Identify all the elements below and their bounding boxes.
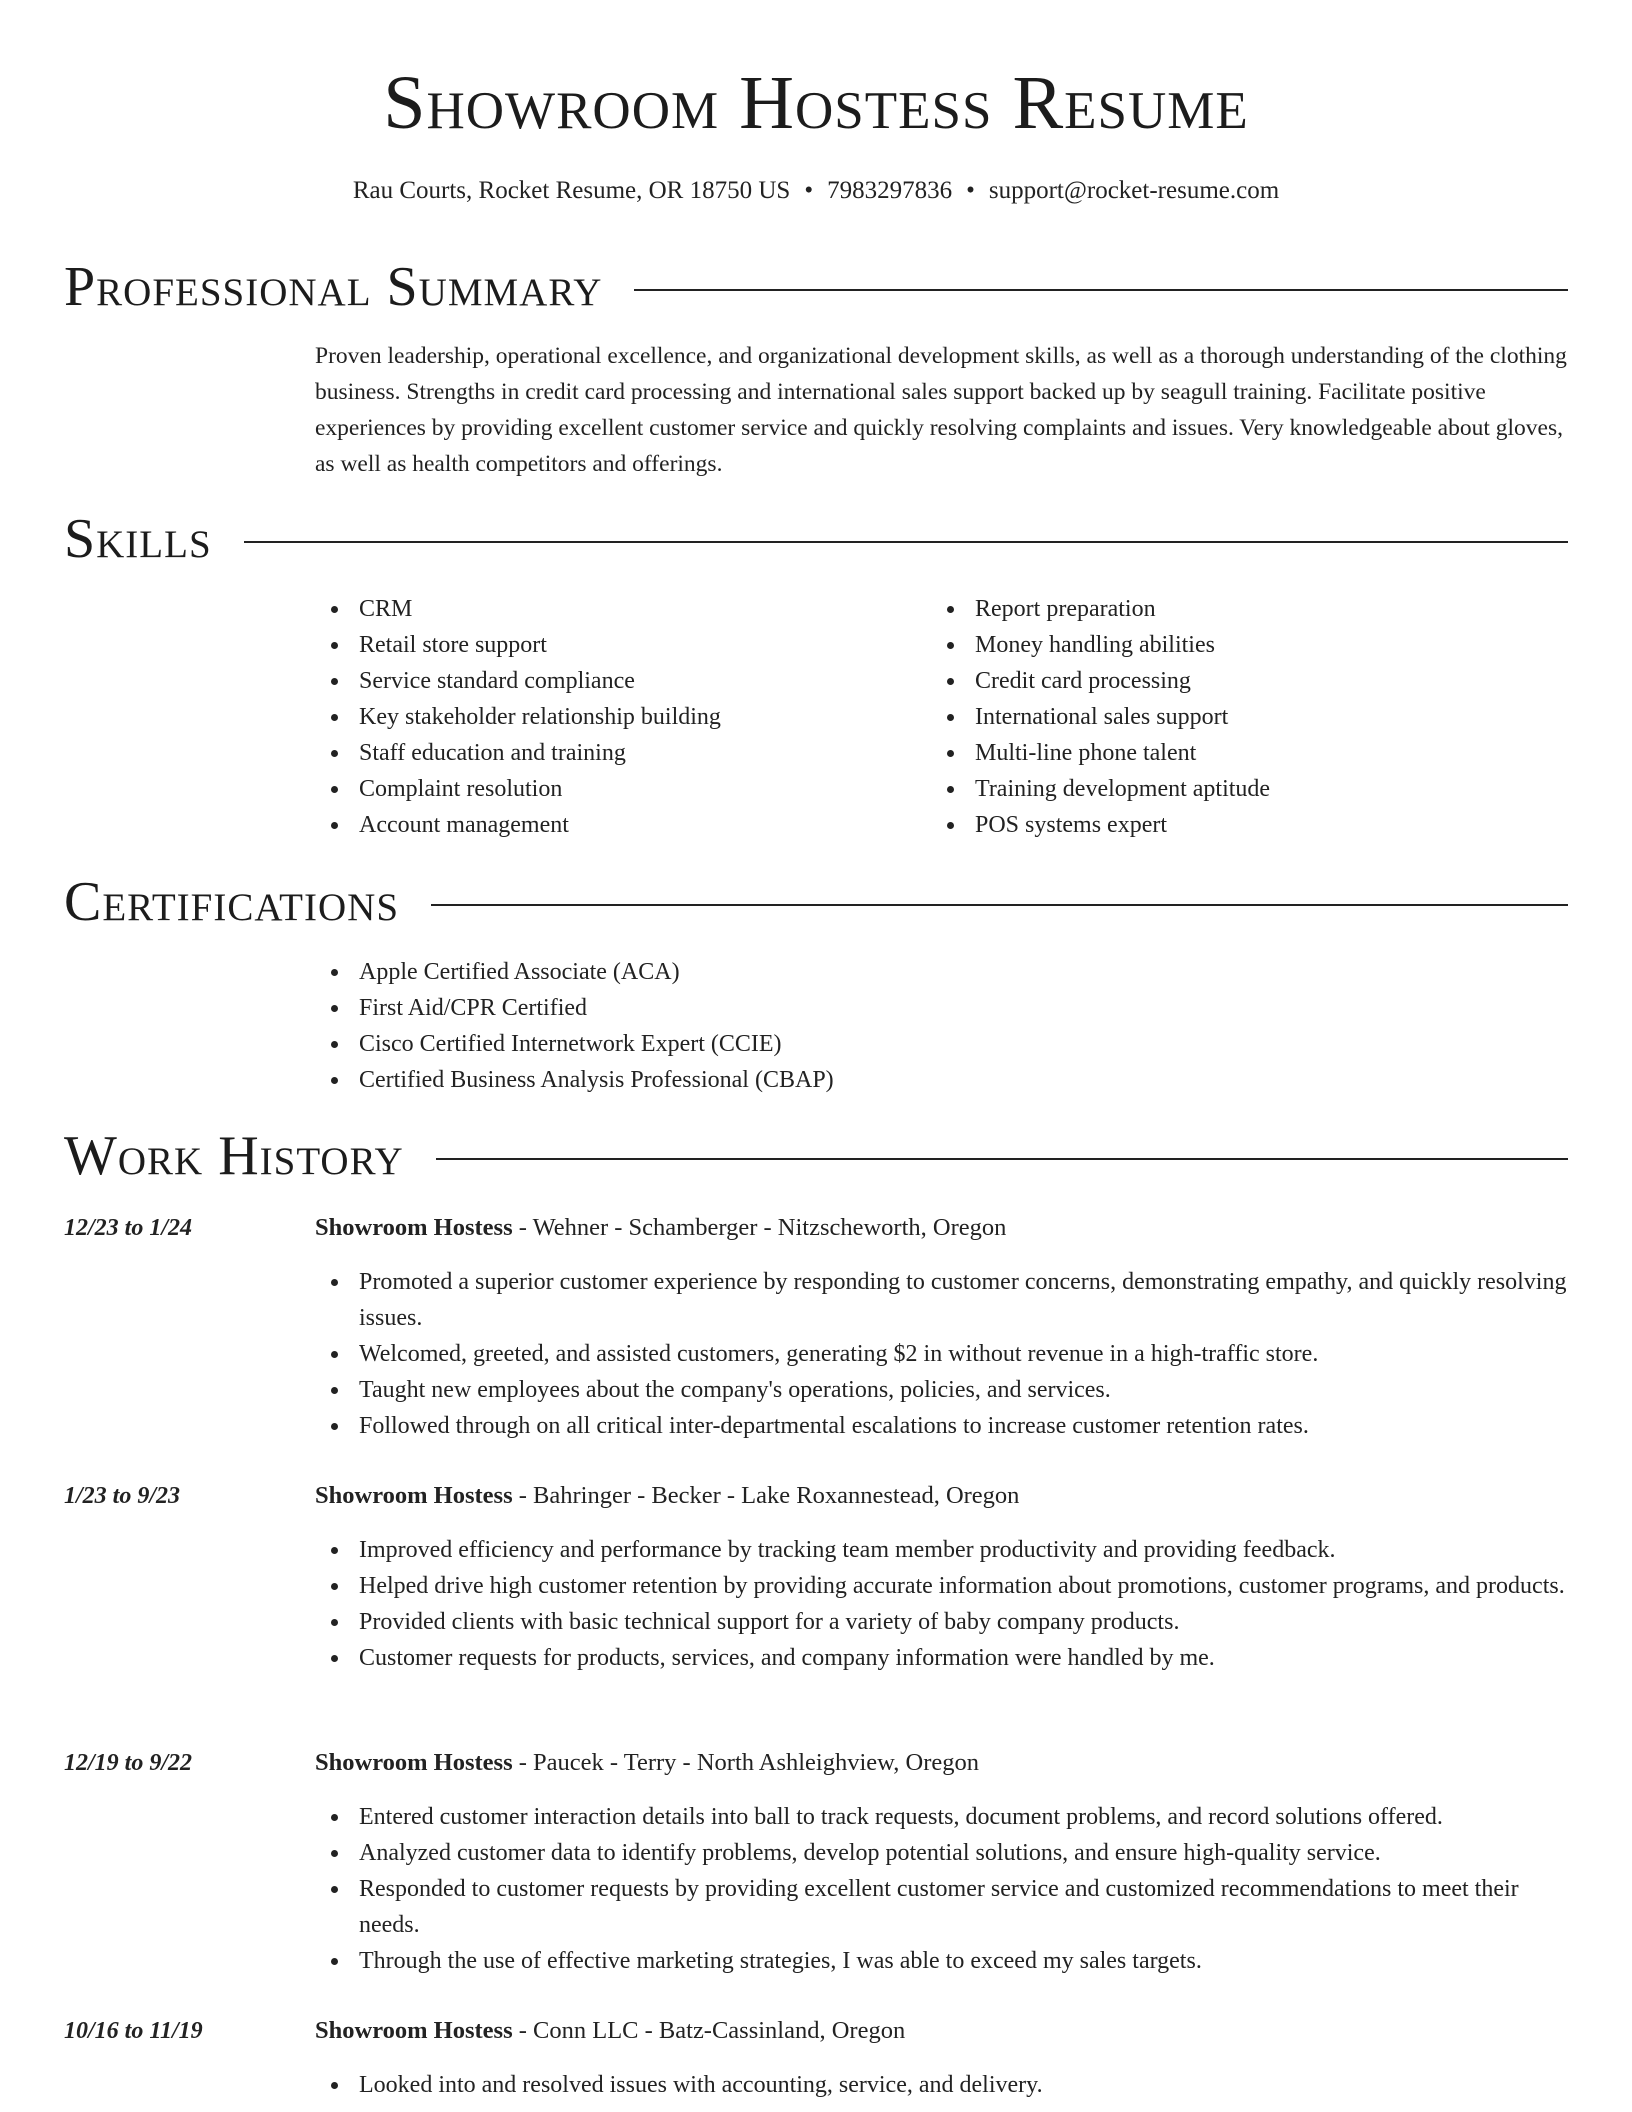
skill-item: Credit card processing [931,663,1571,699]
work-employer: - Conn LLC - Batz-Cassinland, Oregon [512,2017,906,2044]
contact-line [0,174,1632,208]
work-duty-item: Customer requests for products, services, and company information were handled by me. [315,1640,1570,1676]
work-duty-item: Analyzed customer data to identify problems, develop potential solutions, and ensure high-quality service. [315,1835,1570,1871]
work-duties-list [315,1264,1570,1444]
skill-item: International sales support [931,699,1571,735]
work-dates: 1/23 to 9/23 [64,1483,181,1509]
skills-list-right [931,591,1571,843]
work-title-line [315,2013,905,2049]
work-duty-item: Taught new employees about the company's operations, policies, and services. [315,1372,1570,1408]
contact-address: Rau Courts, Rocket Resume, OR 18750 US [352,177,791,204]
work-duty-item: Through the use of effective marketing strategies, I was able to exceed my sales targets. [315,1943,1570,1979]
contact-separator: • [804,177,814,204]
work-duty-item: Followed through on all critical inter-departmental escalations to increase customer retention rates. [315,1408,1570,1444]
work-role: Showroom Hostess [315,2017,513,2044]
skill-item: Service standard compliance [315,663,915,699]
section-header-work-history [64,1123,1568,1189]
work-role: Showroom Hostess [315,1482,513,1509]
skill-item: CRM [315,591,915,627]
work-role: Showroom Hostess [315,1214,513,1241]
work-duty-item: Welcomed, greeted, and assisted customers, generating $2 in without revenue in a high-traffic store. [315,1336,1570,1372]
work-duties-list [315,2067,1570,2103]
contact-separator: • [966,177,975,204]
work-employer: - Paucek - Terry - North Ashleighview, Oregon [512,1749,979,1776]
contact-email[interactable]: support@rocket-resume.com [988,177,1280,204]
skill-item: Money handling abilities [931,627,1571,663]
work-duty-item: Entered customer interaction details into ball to track requests, document problems, and record solutions offered. [315,1799,1570,1835]
skill-item: Multi-line phone talent [931,735,1571,771]
work-employer: - Bahringer - Becker - Lake Roxannestead, Oregon [512,1482,1020,1509]
work-duty-item: Promoted a superior customer experience by responding to customer concerns, demonstrating empathy, and quickly resolving issues. [315,1264,1570,1336]
section-divider [436,1158,1568,1160]
work-duty-item: Helped drive high customer retention by providing accurate information about promotions, customer programs, and products. [315,1568,1570,1604]
section-header-summary [64,254,1568,320]
section-divider [634,289,1568,291]
certifications-list [315,954,1570,1098]
work-dates: 10/16 to 11/19 [64,2018,203,2044]
resume-title: Showroom Hostess Resume [383,61,1249,145]
skill-item: Complaint resolution [315,771,915,807]
section-header-skills [64,506,1568,572]
skills-list-left [315,591,915,843]
skill-item: Report preparation [931,591,1571,627]
certification-item: Apple Certified Associate (ACA) [315,954,1570,990]
skill-item: Training development aptitude [931,771,1571,807]
work-duty-item: Provided clients with basic technical support for a variety of baby company products. [315,1604,1570,1640]
work-role: Showroom Hostess [315,1749,513,1776]
work-title-line [315,1745,979,1781]
section-title-certifications: Certifications [64,871,400,933]
section-divider [244,541,1568,543]
work-title-line [315,1210,1006,1246]
work-duty-item: Responded to customer requests by providing excellent customer service and customized recommendations to meet their needs. [315,1871,1570,1943]
section-title-summary: Professional Summary [64,256,603,318]
certification-item: First Aid/CPR Certified [315,990,1570,1026]
section-title-work-history: Work History [64,1125,404,1187]
work-title-line [315,1478,1019,1514]
work-duty-item: Improved efficiency and performance by tracking team member productivity and providing feedback. [315,1532,1570,1568]
section-title-skills: Skills [64,508,212,570]
skill-item: POS systems expert [931,807,1571,843]
work-employer: - Wehner - Schamberger - Nitzscheworth, Oregon [512,1214,1007,1241]
work-duties-list [315,1532,1570,1676]
contact-phone: 7983297836 [827,177,953,204]
skill-item: Key stakeholder relationship building [315,699,915,735]
work-dates: 12/19 to 9/22 [64,1750,193,1776]
work-dates: 12/23 to 1/24 [64,1215,193,1241]
skill-item: Staff education and training [315,735,915,771]
section-header-certifications [64,869,1568,935]
work-duties-list [315,1799,1570,1979]
skill-item: Retail store support [315,627,915,663]
skill-item: Account management [315,807,915,843]
work-duty-item: Looked into and resolved issues with accounting, service, and delivery. [315,2067,1570,2103]
section-divider [431,904,1568,906]
certification-item: Cisco Certified Internetwork Expert (CCIE) [315,1026,1570,1062]
certification-item: Certified Business Analysis Professional (CBAP) [315,1062,1570,1098]
summary-text: Proven leadership, operational excellence, and organizational development skills, as well as a thorough understanding of the clothing business. Strengths in credit card processing and international sales support backed up by seagull training. Facilitate positive experiences by providing excellent customer service and quickly resolving complaints and issues. Very knowledgeable about gloves, as well as health competitors and offerings. [315,343,1567,477]
